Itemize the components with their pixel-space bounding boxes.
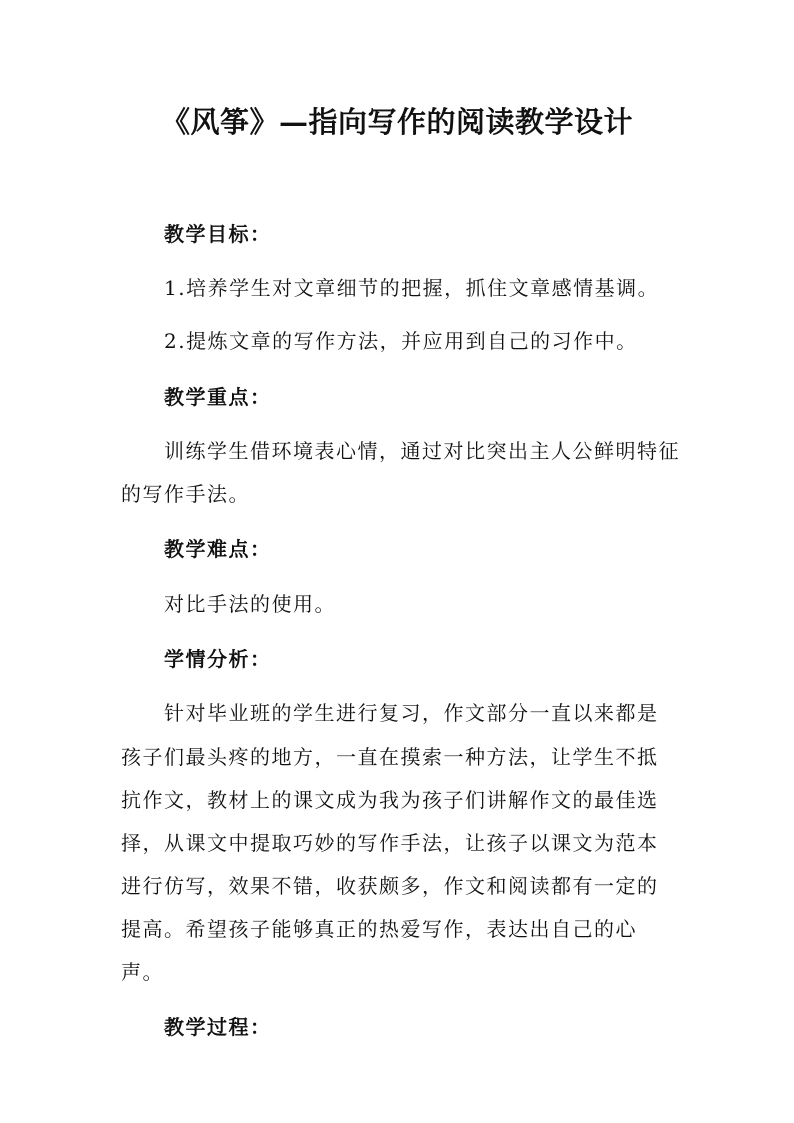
goal-item: 1.培养学生对文章细节的把握，抓住文章感情基调。 (164, 276, 660, 300)
analysis-line: 声。 (121, 960, 164, 984)
analysis-heading: 学情分析： (164, 647, 272, 671)
process-heading: 教学过程： (164, 1015, 272, 1039)
difficulties-line: 对比手法的使用。 (164, 592, 336, 616)
analysis-line: 进行仿写，效果不错，收获颇多，作文和阅读都有一定的 (121, 874, 659, 898)
analysis-line: 针对毕业班的学生进行复习，作文部分一直以来都是 (164, 701, 659, 725)
goals-heading: 教学目标： (164, 222, 272, 246)
analysis-line: 择，从课文中提取巧妙的写作手法，让孩子以课文为范本 (121, 831, 659, 855)
analysis-line: 提高。希望孩子能够真正的热爱写作，表达出自己的心 (121, 917, 637, 941)
analysis-line: 孩子们最头疼的地方，一直在摸索一种方法，让学生不抵 (121, 745, 659, 769)
key-points-heading: 教学重点： (164, 385, 272, 409)
difficulties-heading: 教学难点： (164, 537, 272, 561)
key-points-line: 的写作手法。 (121, 482, 250, 506)
key-points-line: 训练学生借环境表心情，通过对比突出主人公鲜明特征 (164, 439, 680, 463)
goal-item: 2.提炼文章的写作方法，并应用到自己的习作中。 (164, 329, 638, 353)
document-title: 《风筝》—指向写作的阅读教学设计 (160, 105, 633, 139)
analysis-line: 抗作文，教材上的课文成为我为孩子们讲解作文的最佳选 (121, 788, 659, 812)
